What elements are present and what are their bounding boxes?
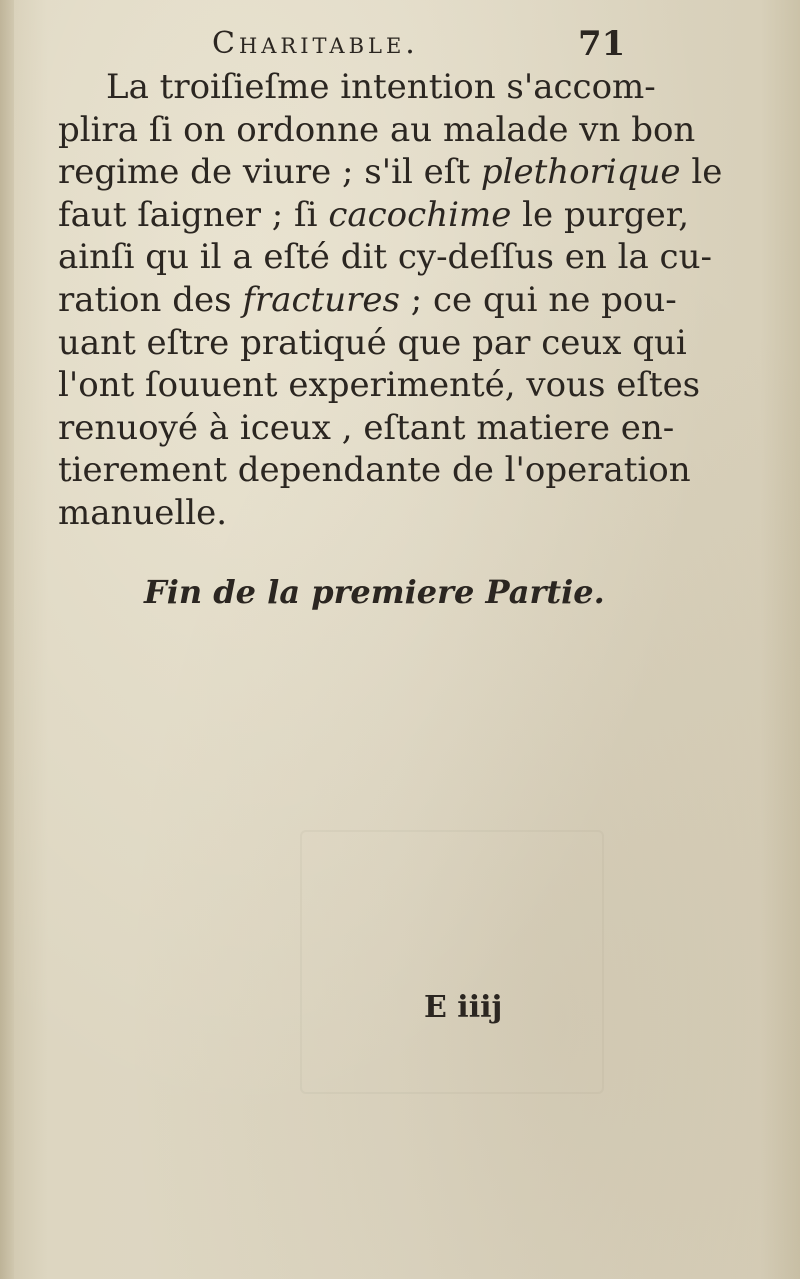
text-line: ainſi qu il a eſté dit cy-deſſus en la cu-	[58, 237, 712, 278]
text-line: La troiſieſme intention s'accom-	[106, 67, 656, 107]
italic-term: cacochime	[328, 194, 512, 235]
body-paragraph	[58, 66, 723, 535]
text-line: uant eſtre pratiqué que par ceux qui	[58, 322, 687, 363]
running-title: Charitable.	[212, 26, 419, 61]
text-line: tierement dependante de l'operation	[58, 450, 691, 491]
text-line: faut ſaigner ; ſi cacochime le purger,	[58, 194, 690, 235]
text-line: renuoyé à iceux , eſtant matiere en-	[58, 407, 675, 448]
text-line: l'ont ſouuent experimenté, vous eſtes	[58, 365, 701, 406]
text-line: regime de viure ; s'il eſt plethorique le	[58, 152, 723, 193]
bleed-through-shadow	[300, 830, 604, 1094]
signature-mark: E iiij	[424, 990, 503, 1025]
italic-term: plethorique	[480, 152, 681, 193]
text-line: ration des fractures ; ce qui ne pou-	[58, 279, 677, 320]
running-head	[0, 22, 800, 66]
page-gutter-edge	[0, 0, 14, 1279]
page-number: 71	[578, 24, 626, 64]
text-line: manuelle.	[58, 492, 228, 533]
text-line: plira ſi on ordonne au malade vn bon	[58, 109, 696, 150]
italic-term: fractures	[242, 279, 400, 320]
section-end-note: Fin de la premiere Partie.	[144, 573, 605, 611]
